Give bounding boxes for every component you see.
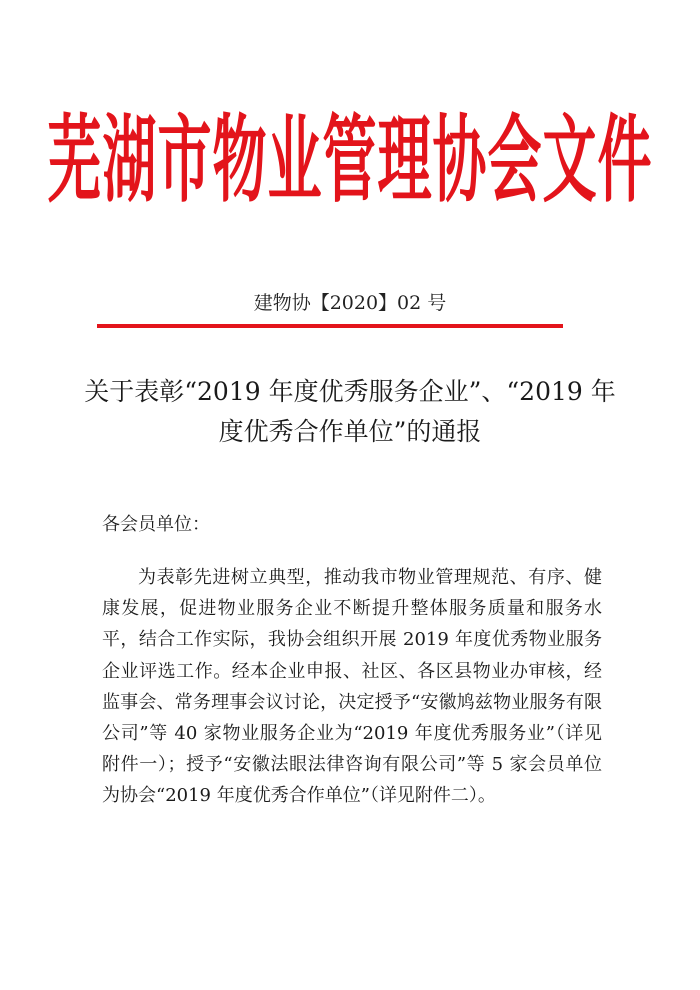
red-divider-line	[97, 324, 563, 328]
document-header-title: 芜湖市物业管理协会文件	[47, 105, 653, 216]
document-number: 建物协【2020】02 号	[253, 292, 447, 314]
body-paragraph: 为表彰先进树立典型，推动我市物业管理规范、有序、健康发展，促进物业服务企业不断提升整体服务质量和服务水平，结合工作实际，我协会组织开展 2019 年度优秀物业服务企业评选工作。经本企业申报、社区、各区县物业办审核，经监事会、常务理事会议讨论，决定授予“安徽鸠兹物业服务有限公司”等 40 家物业服务企业为“2019 年度优秀服务业”（详见附件一）；授予“安徽法眼法律咨询有限公司”等 5 家会员单位为协会“2019 年度优秀合作单位”（详见附件二）。	[102, 567, 602, 807]
notice-title	[70, 372, 630, 452]
notice-title-line-1: 关于表彰“2019 年度优秀服务企业”、“2019 年	[84, 377, 616, 406]
notice-title-line-2: 度优秀合作单位”的通报	[218, 417, 482, 446]
salutation: 各会员单位：	[102, 514, 210, 535]
